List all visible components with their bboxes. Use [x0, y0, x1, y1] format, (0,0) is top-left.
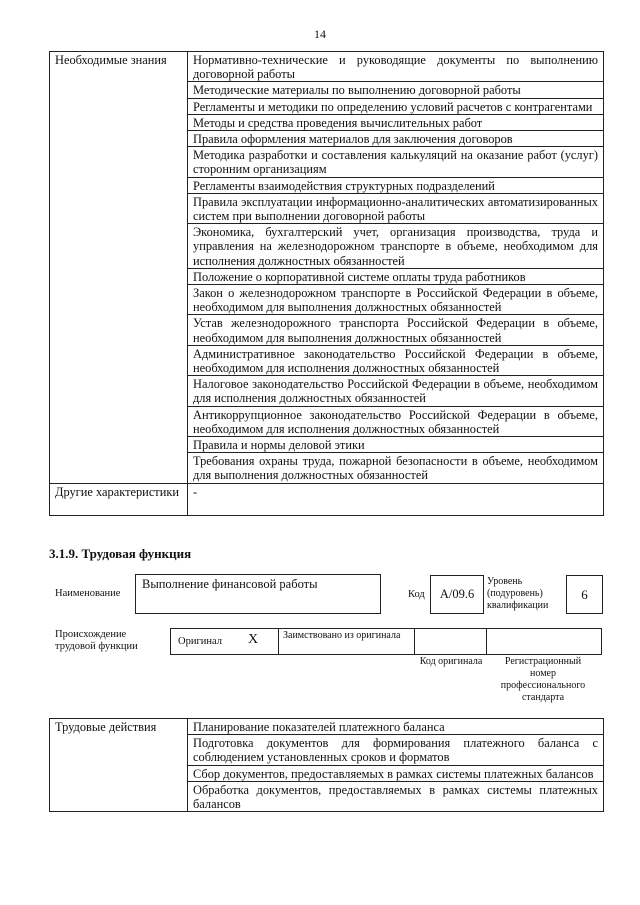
- code-label: Код: [408, 589, 425, 600]
- knowledge-item: Требования охраны труда, пожарной безопасности в объеме, необходимом для выполнения должностных обязанностей: [188, 453, 604, 483]
- code-value: A/09.6: [439, 587, 475, 601]
- borrowed-label: Заимствовано из оригинала: [283, 630, 401, 641]
- knowledge-item: Административное законодательство Российской Федерации в объеме, необходимом для исполнения должностных обязанностей: [188, 345, 604, 375]
- other-row: [50, 483, 604, 515]
- knowledge-item: Антикоррупционное законодательство Российской Федерации в объеме, необходимом для исполнения должностных обязанностей: [188, 406, 604, 436]
- knowledge-item: Методика разработки и составления калькуляций на оказание работ (услуг) сторонним организациям: [188, 147, 604, 177]
- name-value: Выполнение финансовой работы: [142, 577, 318, 591]
- action-item: Подготовка документов для формирования платежного баланса с соблюдением установленных сроков и форматов: [188, 735, 604, 765]
- knowledge-item: Методы и средства проведения вычислительных работ: [188, 114, 604, 130]
- knowledge-label: Необходимые знания: [50, 52, 188, 484]
- knowledge-item: Правила эксплуатации информационно-аналитических автоматизированных систем при выполнении договорной работы: [188, 193, 604, 223]
- knowledge-item: Положение о корпоративной системе оплаты труда работников: [188, 268, 604, 284]
- knowledge-item: Экономика, бухгалтерский учет, организация производства, труда и управления на железнодорожном транспорте в объеме, необходимом для исполнения должностных обязанностей: [188, 224, 604, 269]
- knowledge-item: Методические материалы по выполнению договорной работы: [188, 82, 604, 98]
- level-value: 6: [581, 587, 588, 602]
- knowledge-item: Правила и нормы деловой этики: [188, 437, 604, 453]
- action-row: [50, 719, 604, 735]
- level-label: Уровень (подуровень) квалификации: [487, 576, 549, 611]
- knowledge-item: Налоговое законодательство Российской Федерации в объеме, необходимом для исполнения должностных обязанностей: [188, 376, 604, 406]
- knowledge-item: Устав железнодорожного транспорта Российской Федерации в объеме, необходимом для выполнения должностных обязанностей: [188, 315, 604, 345]
- action-item: Сбор документов, предоставляемых в рамках системы платежных балансов: [188, 765, 604, 781]
- knowledge-item: Регламенты взаимодействия структурных подразделений: [188, 177, 604, 193]
- name-label: Наименование: [55, 588, 121, 599]
- section-title: 3.1.9. Трудовая функция: [49, 546, 192, 561]
- actions-table: [49, 718, 604, 812]
- origin-divider: [278, 628, 279, 654]
- code-caption: Код оригинала: [419, 656, 483, 667]
- other-label: Другие характеристики: [50, 483, 188, 515]
- actions-label: Трудовые действия: [50, 719, 188, 812]
- action-item: Обработка документов, предоставляемых в рамках системы платежных балансов: [188, 781, 604, 811]
- knowledge-row: [50, 52, 604, 82]
- origin-label: Происхождение трудовой функции: [55, 629, 138, 652]
- knowledge-item: Правила оформления материалов для заключения договоров: [188, 131, 604, 147]
- other-value: -: [188, 483, 604, 515]
- original-mark: X: [248, 632, 259, 647]
- origin-divider: [486, 628, 487, 654]
- page-number: 14: [314, 27, 326, 41]
- knowledge-table: [49, 51, 604, 516]
- reg-caption: Регистрационный номер профессионального стандарта: [500, 656, 586, 703]
- origin-divider: [414, 628, 415, 654]
- knowledge-item: Закон о железнодорожном транспорте в Российской Федерации в объеме, необходимом для выполнения должностных обязанностей: [188, 285, 604, 315]
- knowledge-item: Регламенты и методики по определению условий расчетов с контрагентами: [188, 98, 604, 114]
- original-label: Оригинал: [178, 636, 222, 647]
- knowledge-item: Нормативно-технические и руководящие документы по выполнению договорной работы: [188, 52, 604, 82]
- action-item: Планирование показателей платежного баланса: [188, 719, 604, 735]
